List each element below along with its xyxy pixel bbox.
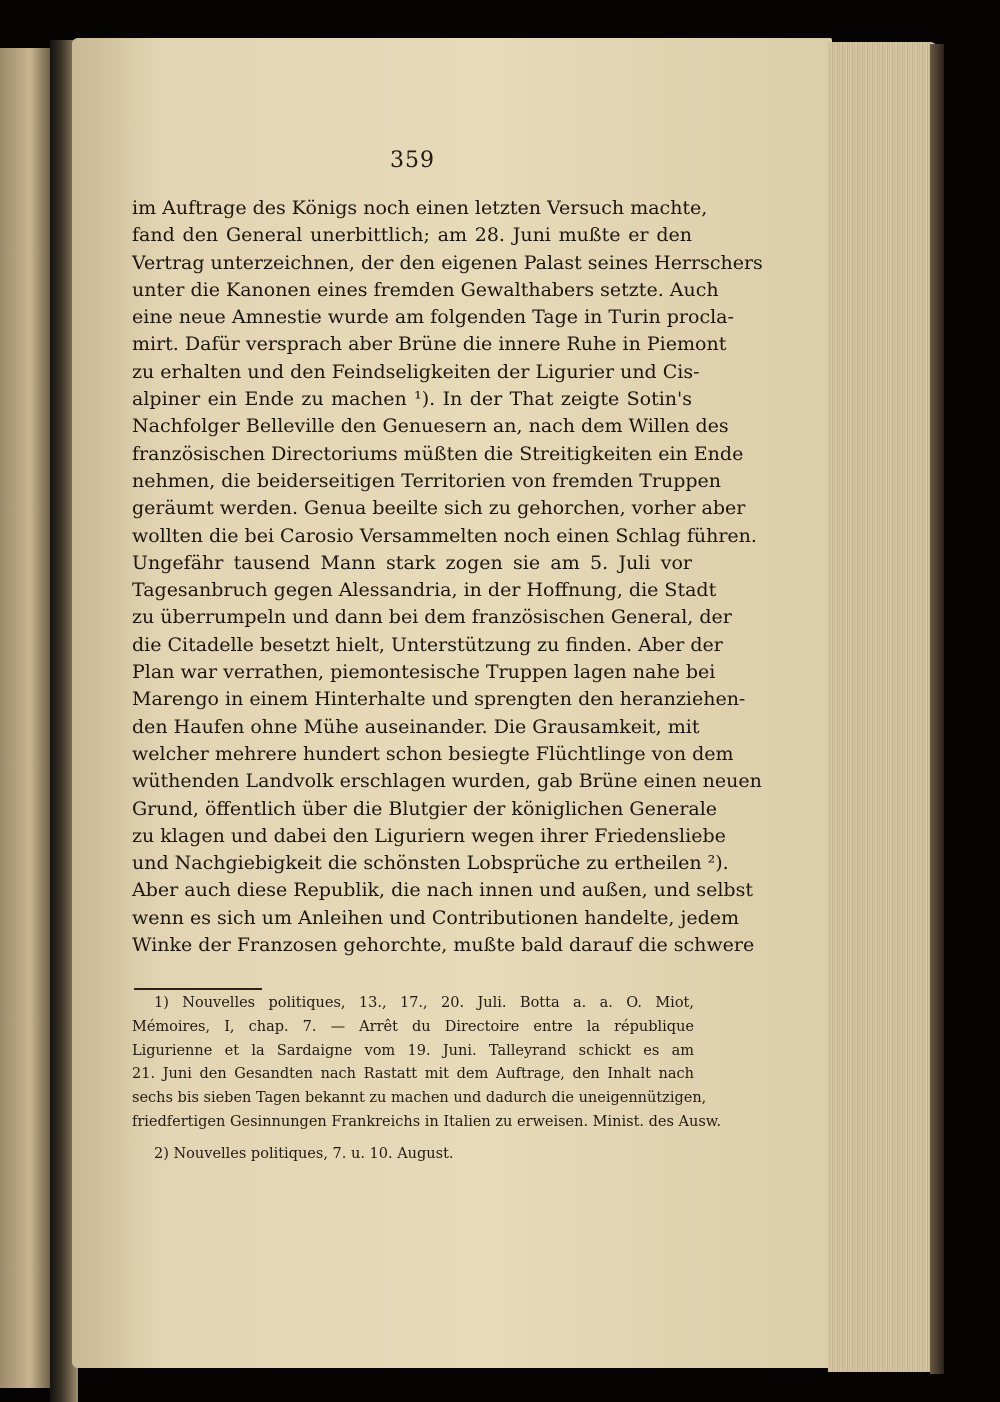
cover-edge (930, 44, 944, 1374)
text-line: Nachfolger Belleville den Genuesern an, nach dem Willen des (132, 415, 729, 438)
footnote-line: sechs bis sieben Tagen bekannt zu machen und dadurch die uneigennützigen, (132, 1090, 707, 1107)
text-line: eine neue Amnestie wurde am folgenden Tage in Turin procla- (132, 306, 734, 329)
page-number: 359 (390, 148, 435, 173)
text-line: Tagesanbruch gegen Alessandria, in der Hoffnung, die Stadt (132, 579, 717, 602)
text-line: zu überrumpeln und dann bei dem französischen General, der (132, 606, 732, 629)
left-page-edge (0, 48, 50, 1388)
text-line: welcher mehrere hundert schon besiegte Flüchtlinge von dem (132, 742, 734, 765)
text-line: wenn es sich um Anleihen und Contributionen handelte, jedem (132, 906, 739, 929)
footnote-line: Ligurienne et la Sardaigne vom 19. Juni. Talleyrand schickt es am (132, 1042, 694, 1059)
text-line: Aber auch diese Republik, die nach innen und außen, und selbst (132, 879, 753, 902)
text-line: nehmen, die beiderseitigen Territorien von fremden Truppen (132, 469, 721, 492)
text-line: unter die Kanonen eines fremden Gewalthabers setzte. Auch (132, 278, 719, 301)
text-line: im Auftrage des Königs noch einen letzten Versuch machte, (132, 197, 708, 219)
text-line: und Nachgiebigkeit die schönsten Lobsprüche zu ertheilen ²). (132, 852, 729, 875)
text-line: wüthenden Landvolk erschlagen wurden, gab Brüne einen neuen (132, 770, 762, 793)
text-line: fand den General unerbittlich; am 28. Juni mußte er den (132, 224, 692, 247)
footnote-line: 2) Nouvelles politiques, 7. u. 10. August. (154, 1145, 454, 1162)
footnote-line: 1) Nouvelles politiques, 13., 17., 20. Juli. Botta a. a. O. Miot, (154, 995, 694, 1011)
footnote-line: 21. Juni den Gesandten nach Rastatt mit dem Auftrage, den Inhalt nach (132, 1066, 694, 1083)
footnote-divider (134, 988, 262, 990)
text-line: wollten die bei Carosio Versammelten noch einen Schlag führen. (132, 524, 757, 547)
text-line: Plan war verrathen, piemontesische Truppen lagen nahe bei (132, 661, 716, 684)
text-line: zu klagen und dabei den Liguriern wegen ihrer Friedensliebe (132, 824, 726, 847)
page-stack-edge (828, 42, 938, 1372)
footnote-line: friedfertigen Gesinnungen Frankreichs in Italien zu erweisen. Minist. des Ausw. (132, 1113, 722, 1130)
text-line: mirt. Dafür versprach aber Brüne die innere Ruhe in Piemont (132, 333, 727, 356)
text-line: den Haufen ohne Mühe auseinander. Die Grausamkeit, mit (132, 715, 700, 738)
text-line: Grund, öffentlich über die Blutgier der königlichen Generale (132, 797, 718, 820)
footnote-line: Mémoires, I, chap. 7. — Arrêt du Directoire entre la république (132, 1018, 694, 1035)
text-line: Vertrag unterzeichnen, der den eigenen Palast seines Herrschers (132, 251, 763, 274)
body-text (132, 195, 763, 959)
text-line: Winke der Franzosen gehorchte, mußte bald darauf die schwere (132, 934, 755, 957)
text-line: Marengo in einem Hinterhalte und sprengten den heranziehen- (132, 688, 746, 711)
text-line: französischen Directoriums müßten die Streitigkeiten ein Ende (132, 442, 744, 465)
text-line: Ungefähr tausend Mann stark zogen sie am 5. Juli vor (132, 551, 692, 574)
text-line: die Citadelle besetzt hielt, Unterstützung zu finden. Aber der (132, 633, 723, 656)
text-line: zu erhalten und den Feindseligkeiten der Ligurier und Cis- (132, 360, 700, 383)
text-line: alpiner ein Ende zu machen ¹). In der That zeigte Sotin's (132, 388, 692, 411)
footnotes (132, 992, 722, 1167)
text-line: geräumt werden. Genua beeilte sich zu gehorchen, vorher aber (132, 497, 746, 520)
